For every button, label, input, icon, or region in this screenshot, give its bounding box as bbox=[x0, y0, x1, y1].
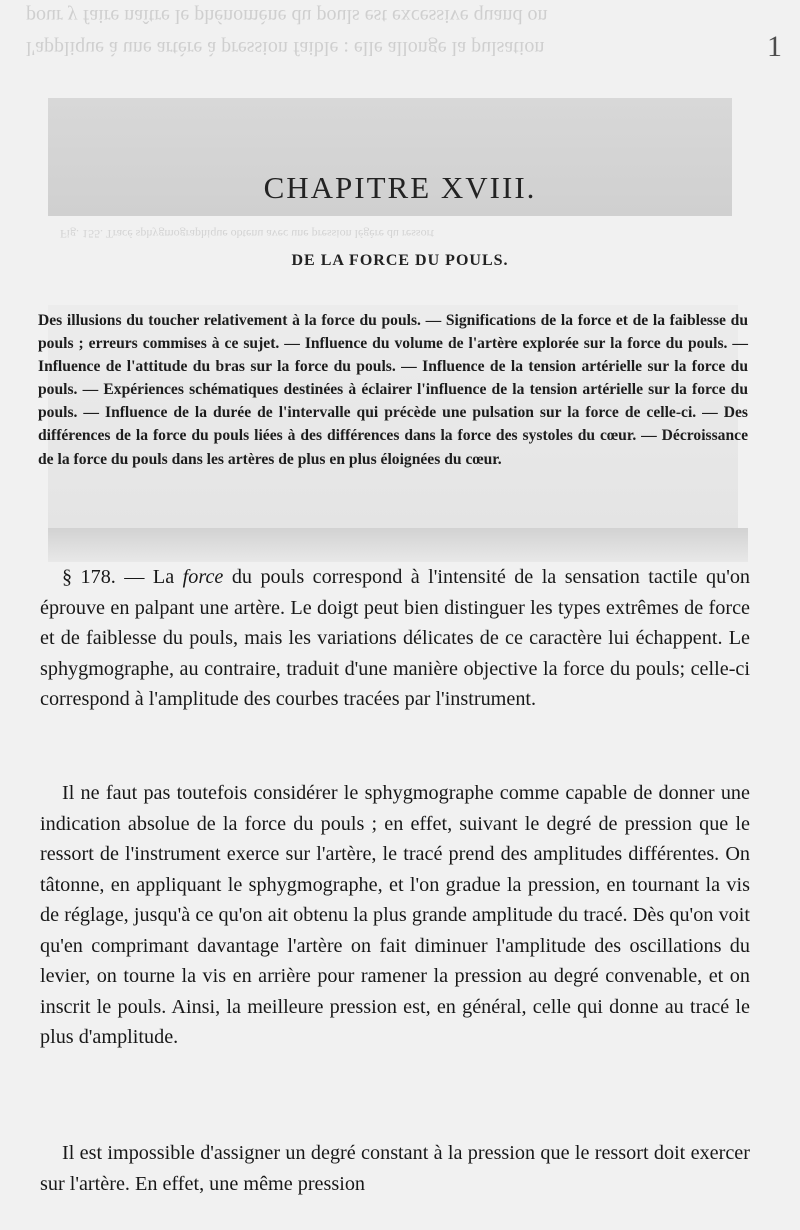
chapter-summary: Des illusions du toucher relativement à la force du pouls. — Significations de la force et de la faiblesse du pouls ; erreurs commises à ce sujet. — Influence du volume de l'artère explorée sur la force du pouls. — Influence de l'attitude du bras sur la force du pouls. — Influence de la tension artérielle sur la force du pouls. — Expériences schématiques destinées à éclairer l'influence de la tension artérielle sur la force du pouls. — Influence de la durée de l'intervalle qui précède une pulsation sur la force de celle-ci. — Des différences de la force du pouls liées à des différences dans la force des systoles du cœur. — Décroissance de la force du pouls dans les artères de plus en plus éloignées du cœur. bbox=[38, 312, 748, 468]
paragraph-178 bbox=[40, 562, 750, 715]
emphasis-force: force bbox=[182, 566, 224, 588]
paragraph-text: Il est impossible d'assigner un degré constant à la pression que le ressort doit exercer sur l'artère. En effet, une même pression bbox=[40, 1142, 750, 1195]
bleed-through-caption: Fig. 155. Tracé sphygmographique obtenu avec une pression légère du ressort bbox=[60, 227, 434, 241]
margin-mark: 1 bbox=[767, 30, 782, 63]
paragraph-lead: La bbox=[152, 566, 175, 588]
paragraph-sphygmograph-pressure bbox=[40, 778, 750, 1053]
bleed-through-line: pour y faire naître le phénomène du pouls est excessive quand on bbox=[26, 5, 548, 27]
paragraph-constant-pressure bbox=[40, 1138, 750, 1199]
bleed-through-line: l'applique à une artère à pression faible : elle allonge la pulsation bbox=[26, 37, 545, 59]
section-number: § 178. — bbox=[62, 566, 145, 588]
paragraph-text: Il ne faut pas toutefois considérer le sphygmographe comme capable de donner une indication absolue de la force du pouls ; en effet, suivant le degré de pression que le ressort de l'instrument exerce sur l'artère, le tracé prend des amplitudes différentes. On tâtonne, en appliquant le sphygmographe, et l'on gradue la pression, en tournant la vis de réglage, jusqu'à ce qu'on ait obtenu la plus grande amplitude du tracé. Dès qu'on voit qu'en comprimant davantage l'artère on fait diminuer l'amplitude des oscillations du levier, on tourne la vis en arrière pour ramener la pression au degré convenable, et on inscrit le pouls. Ainsi, la meilleure pression est, en général, celle qui donne au tracé le plus d'amplitude. bbox=[40, 782, 750, 1048]
body-shadow-band bbox=[48, 528, 748, 562]
paragraph-text: du pouls correspond à l'intensité de la sensation tactile qu'on éprouve en palpant une artère. Le doigt peut bien distinguer les types extrêmes de force et de faiblesse du pouls, mais les variations délicates de ce caractère lui échappent. Le sphygmographe, au contraire, traduit d'une manière objective la force du pouls; celle-ci correspond à l'amplitude des courbes tracées par l'instrument. bbox=[40, 566, 751, 710]
chapter-title: CHAPITRE XVIII. bbox=[263, 170, 537, 205]
chapter-subtitle: DE LA FORCE DU POULS. bbox=[291, 252, 509, 269]
